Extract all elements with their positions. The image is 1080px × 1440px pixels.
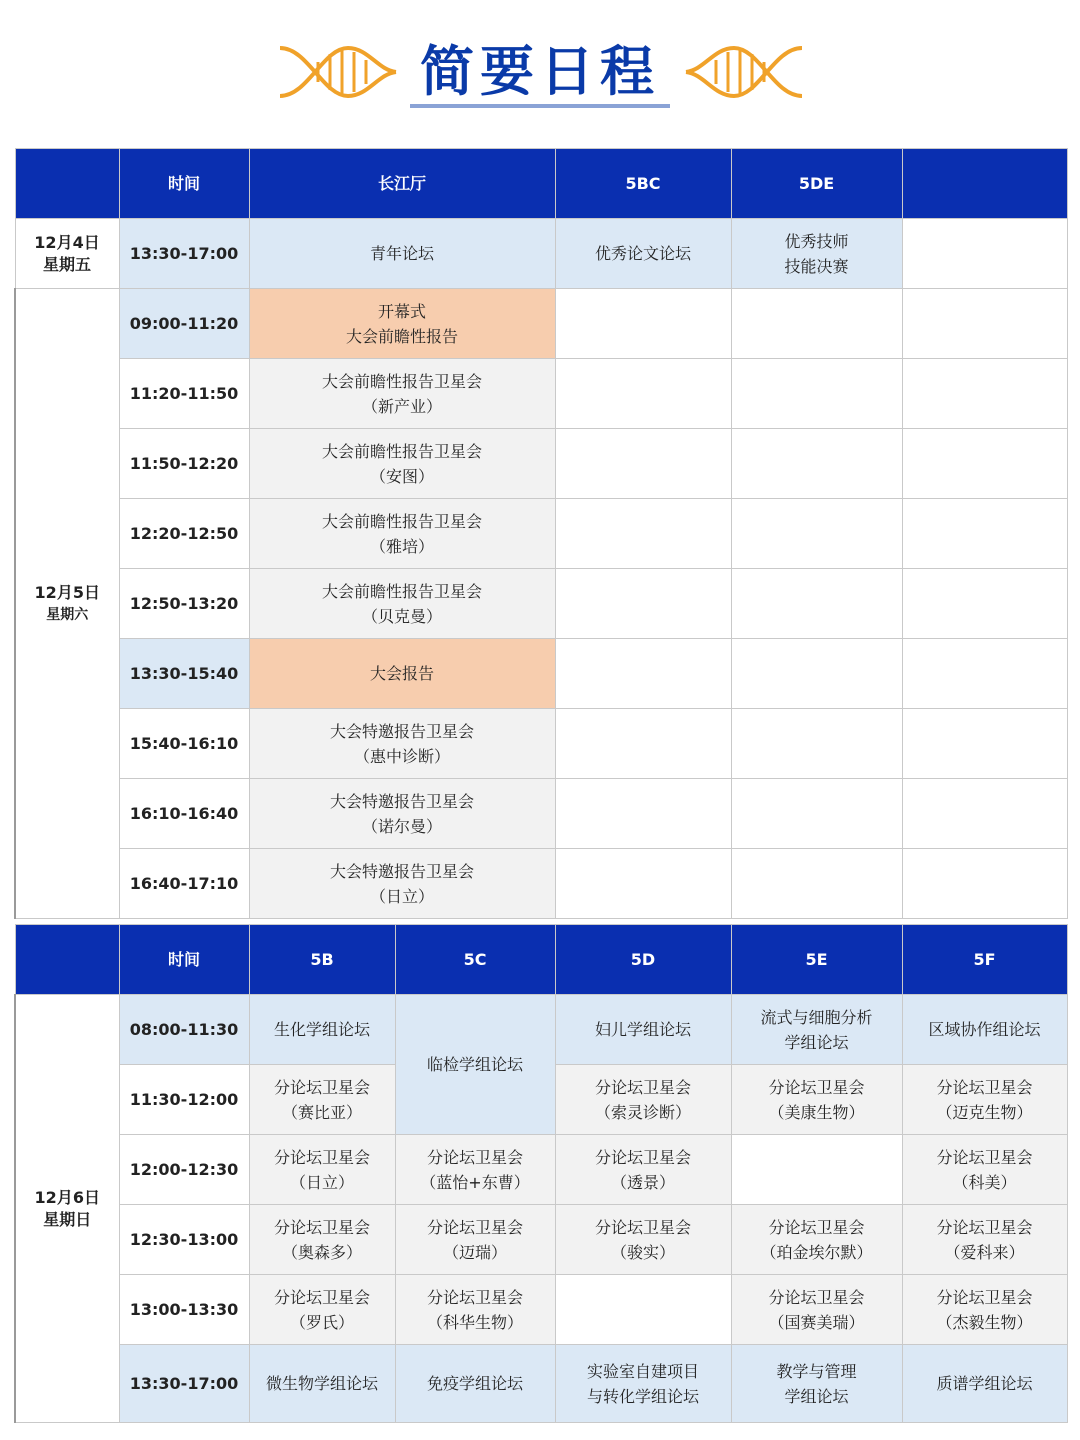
session-line: 优秀技师 [784,231,849,251]
session-cell: 免疫学组论坛 [395,1345,555,1423]
empty-cell [902,429,1067,499]
schedule-table-day1-2 [14,148,1068,919]
date-label: 12月4日 [34,232,100,252]
session-cell [249,569,555,639]
session-line: 分论坛卫星会 [768,1077,865,1097]
session-line: （贝克曼） [361,606,442,626]
time-cell: 09:00-11:20 [119,289,249,359]
session-cell: 区域协作组论坛 [902,995,1067,1065]
table-row [15,1275,1067,1345]
table-header-row [15,149,1067,219]
table-row [15,359,1067,429]
session-line: 分论坛卫星会 [594,1147,691,1167]
session-cell: 生化学组论坛 [249,995,395,1065]
header-time: 时间 [119,149,249,219]
time-cell: 16:40-17:10 [119,849,249,919]
session-line: （科美） [952,1172,1017,1192]
session-line: （罗氏） [289,1312,354,1332]
table-row [15,499,1067,569]
empty-cell [555,359,731,429]
session-cell [395,1135,555,1205]
session-cell [249,1205,395,1275]
session-cell [555,1065,731,1135]
session-cell [395,1275,555,1345]
session-line: （新产业） [361,396,442,416]
session-line: 分论坛卫星会 [426,1287,523,1307]
time-cell: 13:00-13:30 [119,1275,249,1345]
table-row [15,709,1067,779]
time-cell: 13:30-17:00 [119,219,249,289]
time-cell: 11:30-12:00 [119,1065,249,1135]
session-cell [731,219,902,289]
empty-cell [902,779,1067,849]
session-line: 分论坛卫星会 [426,1217,523,1237]
session-line: （迈克生物） [936,1102,1033,1122]
header-changjiang: 长江厅 [249,149,555,219]
session-cell [249,779,555,849]
session-cell [731,1275,902,1345]
session-cell [249,1135,395,1205]
header-5e: 5E [731,925,902,995]
session-line: 大会前瞻性报告卫星会 [321,511,482,531]
session-line: （美康生物） [768,1102,865,1122]
header-5d: 5D [555,925,731,995]
session-line: 分论坛卫星会 [426,1147,523,1167]
session-cell [902,1135,1067,1205]
time-cell: 13:30-17:00 [119,1345,249,1423]
session-line: 分论坛卫星会 [936,1217,1033,1237]
date-cell [15,289,119,919]
table-row [15,569,1067,639]
session-line: 大会前瞻性报告 [345,326,458,346]
time-cell: 12:30-13:00 [119,1205,249,1275]
empty-cell [902,499,1067,569]
session-line: （蓝怡+东曹） [420,1172,530,1192]
header-empty [15,925,119,995]
session-line: （日立） [289,1172,354,1192]
header-time: 时间 [119,925,249,995]
session-cell [249,289,555,359]
session-line: 分论坛卫星会 [768,1287,865,1307]
session-line: （科华生物） [426,1312,523,1332]
session-cell: 临检学组论坛 [395,995,555,1135]
time-cell: 11:50-12:20 [119,429,249,499]
date-label: 12月5日 [34,582,100,602]
session-line: （日立） [369,886,434,906]
session-cell [902,1065,1067,1135]
session-line: 流式与细胞分析 [760,1007,873,1027]
session-line: 教学与管理 [776,1361,857,1381]
session-line: （赛比亚） [281,1102,362,1122]
dna-right-icon [684,44,804,100]
table-row [15,429,1067,499]
session-line: （安图） [369,466,434,486]
session-cell [731,1065,902,1135]
empty-cell [731,779,902,849]
empty-cell [731,289,902,359]
session-line: 学组论坛 [784,1386,849,1406]
table-header-row [15,925,1067,995]
session-cell [555,1345,731,1423]
session-line: （索灵诊断） [594,1102,691,1122]
session-cell [249,709,555,779]
time-cell: 12:50-13:20 [119,569,249,639]
session-cell [555,1135,731,1205]
empty-cell [902,709,1067,779]
session-cell [249,1065,395,1135]
time-cell: 08:00-11:30 [119,995,249,1065]
session-cell [249,499,555,569]
header-empty [15,149,119,219]
time-cell: 12:20-12:50 [119,499,249,569]
empty-cell [902,849,1067,919]
session-cell [731,1345,902,1423]
session-line: 技能决赛 [784,256,849,276]
page-header [0,0,1080,130]
empty-cell [555,779,731,849]
empty-cell [555,639,731,709]
session-line: 大会特邀报告卫星会 [329,721,474,741]
table-row [15,995,1067,1065]
session-cell: 妇儿学组论坛 [555,995,731,1065]
session-cell [249,359,555,429]
header-5bc: 5BC [555,149,731,219]
empty-cell [731,429,902,499]
session-line: 分论坛卫星会 [768,1217,865,1237]
session-line: 分论坛卫星会 [273,1217,370,1237]
session-line: 学组论坛 [784,1032,849,1052]
table-row [15,849,1067,919]
table-row [15,1345,1067,1423]
session-line: 大会特邀报告卫星会 [329,791,474,811]
schedule-table-day3 [14,924,1068,1423]
empty-cell [902,289,1067,359]
table-row [15,219,1067,289]
session-line: （雅培） [369,536,434,556]
time-cell: 15:40-16:10 [119,709,249,779]
empty-cell [902,219,1067,289]
empty-cell [731,849,902,919]
session-line: （诺尔曼） [361,816,442,836]
empty-cell [555,499,731,569]
session-cell [249,849,555,919]
session-cell: 质谱学组论坛 [902,1345,1067,1423]
session-line: 分论坛卫星会 [273,1147,370,1167]
session-cell [555,1205,731,1275]
session-line: （迈瑞） [442,1242,507,1262]
empty-cell [731,639,902,709]
header-5b: 5B [249,925,395,995]
date-label: 12月6日 [34,1187,100,1207]
session-line: 大会前瞻性报告卫星会 [321,371,482,391]
session-line: 大会前瞻性报告卫星会 [321,581,482,601]
page-title: 简要日程 [420,39,660,103]
empty-cell [555,569,731,639]
empty-cell [731,569,902,639]
empty-cell [555,709,731,779]
session-line: （骏实） [610,1242,675,1262]
empty-cell [902,569,1067,639]
title-underline [410,104,670,108]
header-5de: 5DE [731,149,902,219]
session-cell: 微生物学组论坛 [249,1345,395,1423]
session-line: （透景） [610,1172,675,1192]
session-line: 实验室自建项目 [586,1361,699,1381]
session-cell: 大会报告 [249,639,555,709]
time-cell: 12:00-12:30 [119,1135,249,1205]
session-line: 分论坛卫星会 [936,1287,1033,1307]
date-cell [15,219,119,289]
session-cell [249,1275,395,1345]
empty-cell [902,359,1067,429]
empty-cell [731,359,902,429]
empty-cell [731,1135,902,1205]
session-line: 开幕式 [377,301,426,321]
weekday-label: 星期日 [43,1209,92,1229]
session-line: 分论坛卫星会 [936,1077,1033,1097]
empty-cell [731,499,902,569]
date-cell [15,995,119,1423]
session-line: 与转化学组论坛 [586,1386,699,1406]
table-row [15,289,1067,359]
session-line: （惠中诊断） [353,746,450,766]
session-line: 分论坛卫星会 [936,1147,1033,1167]
session-line: 分论坛卫星会 [273,1077,370,1097]
empty-cell [555,1275,731,1345]
empty-cell [555,429,731,499]
session-line: （爱科来） [944,1242,1025,1262]
session-line: 分论坛卫星会 [273,1287,370,1307]
empty-cell [555,849,731,919]
time-cell: 11:20-11:50 [119,359,249,429]
session-line: 大会特邀报告卫星会 [329,861,474,881]
session-line: （国赛美瑞） [768,1312,865,1332]
weekday-label: 星期五 [42,254,91,274]
table-row [15,1135,1067,1205]
header-5f: 5F [902,925,1067,995]
time-cell: 16:10-16:40 [119,779,249,849]
session-cell [731,995,902,1065]
table-row [15,779,1067,849]
header-5c: 5C [395,925,555,995]
session-line: 大会前瞻性报告卫星会 [321,441,482,461]
session-cell: 优秀论文论坛 [555,219,731,289]
session-line: 分论坛卫星会 [594,1217,691,1237]
session-cell [902,1205,1067,1275]
session-cell [902,1275,1067,1345]
session-cell [395,1205,555,1275]
empty-cell [555,289,731,359]
session-cell [249,429,555,499]
header-empty-2 [902,149,1067,219]
session-line: 分论坛卫星会 [594,1077,691,1097]
session-cell [731,1205,902,1275]
session-cell: 青年论坛 [249,219,555,289]
weekday-label: 星期六 [46,606,89,623]
empty-cell [902,639,1067,709]
session-line: （珀金埃尔默） [760,1242,873,1262]
time-cell: 13:30-15:40 [119,639,249,709]
table-row [15,639,1067,709]
session-line: （杰毅生物） [936,1312,1033,1332]
session-line: （奥森多） [281,1242,362,1262]
empty-cell [731,709,902,779]
table-row [15,1205,1067,1275]
